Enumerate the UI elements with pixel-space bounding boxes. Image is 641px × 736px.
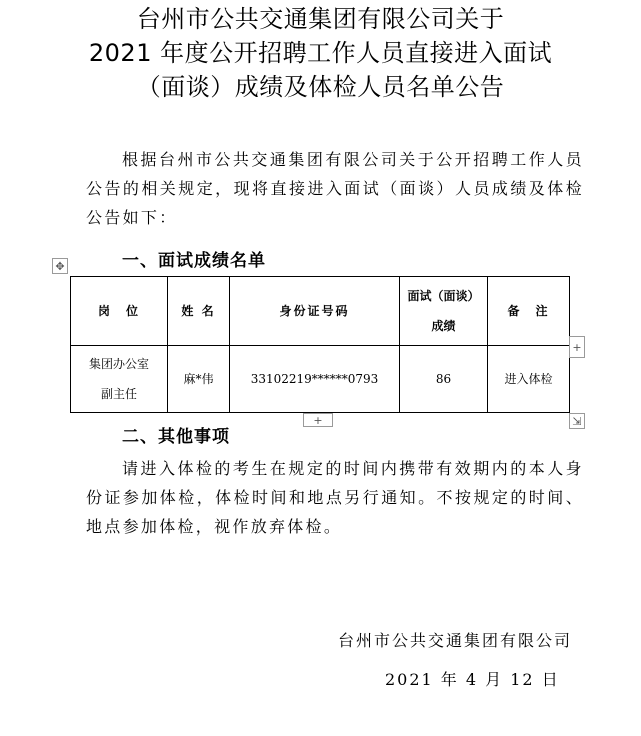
header-score <box>400 277 488 346</box>
table-header-row <box>71 277 570 346</box>
signature-org: 台州市公共交通集团有限公司 <box>338 631 573 650</box>
score-table <box>70 276 570 413</box>
intro-paragraph <box>86 145 584 232</box>
section-heading-2: 二、其他事项 <box>122 427 230 447</box>
signature-date: 2021 年 4 月 12 日 <box>385 670 560 689</box>
intro-text: 根据台州市公共交通集团有限公司关于公开招聘工作人员公告的相关规定，现将直接进入面试（面谈）人员成绩及体检公告如下： <box>86 150 584 227</box>
header-id: 身份证号码 <box>230 277 400 346</box>
header-score-line-1: 面试（面谈） <box>407 289 480 303</box>
move-handle-icon[interactable]: ✥ <box>52 258 68 274</box>
cell-position <box>71 346 168 413</box>
title-line-2: 2021 年度公开招聘工作人员直接进入面试 <box>88 39 553 67</box>
notice-paragraph <box>86 454 584 541</box>
table-row <box>71 346 570 413</box>
cell-name: 麻*伟 <box>168 346 230 413</box>
cell-position-line-2: 副主任 <box>100 387 137 401</box>
cell-id: 33102219******0793 <box>230 346 400 413</box>
header-name: 姓 名 <box>168 277 230 346</box>
header-score-line-2: 成绩 <box>431 319 456 333</box>
document-title <box>0 2 641 104</box>
cell-score: 86 <box>400 346 488 413</box>
notice-text: 请进入体检的考生在规定的时间内携带有效期内的本人身份证参加体检，体检时间和地点另行通知。不按规定的时间、地点参加体检，视作放弃体检。 <box>86 459 584 536</box>
header-note: 备 注 <box>488 277 570 346</box>
add-column-plus-icon[interactable]: + <box>569 336 585 358</box>
header-position: 岗 位 <box>71 277 168 346</box>
section-heading-1: 一、面试成绩名单 <box>122 251 266 271</box>
cell-position-line-1: 集团办公室 <box>88 357 149 371</box>
add-row-plus-icon[interactable]: + <box>303 413 333 427</box>
resize-icon[interactable]: ⇲ <box>569 413 585 429</box>
title-line-3: （面谈）成绩及体检人员名单公告 <box>136 73 505 101</box>
title-line-1: 台州市公共交通集团有限公司关于 <box>136 5 505 33</box>
cell-note: 进入体检 <box>488 346 570 413</box>
